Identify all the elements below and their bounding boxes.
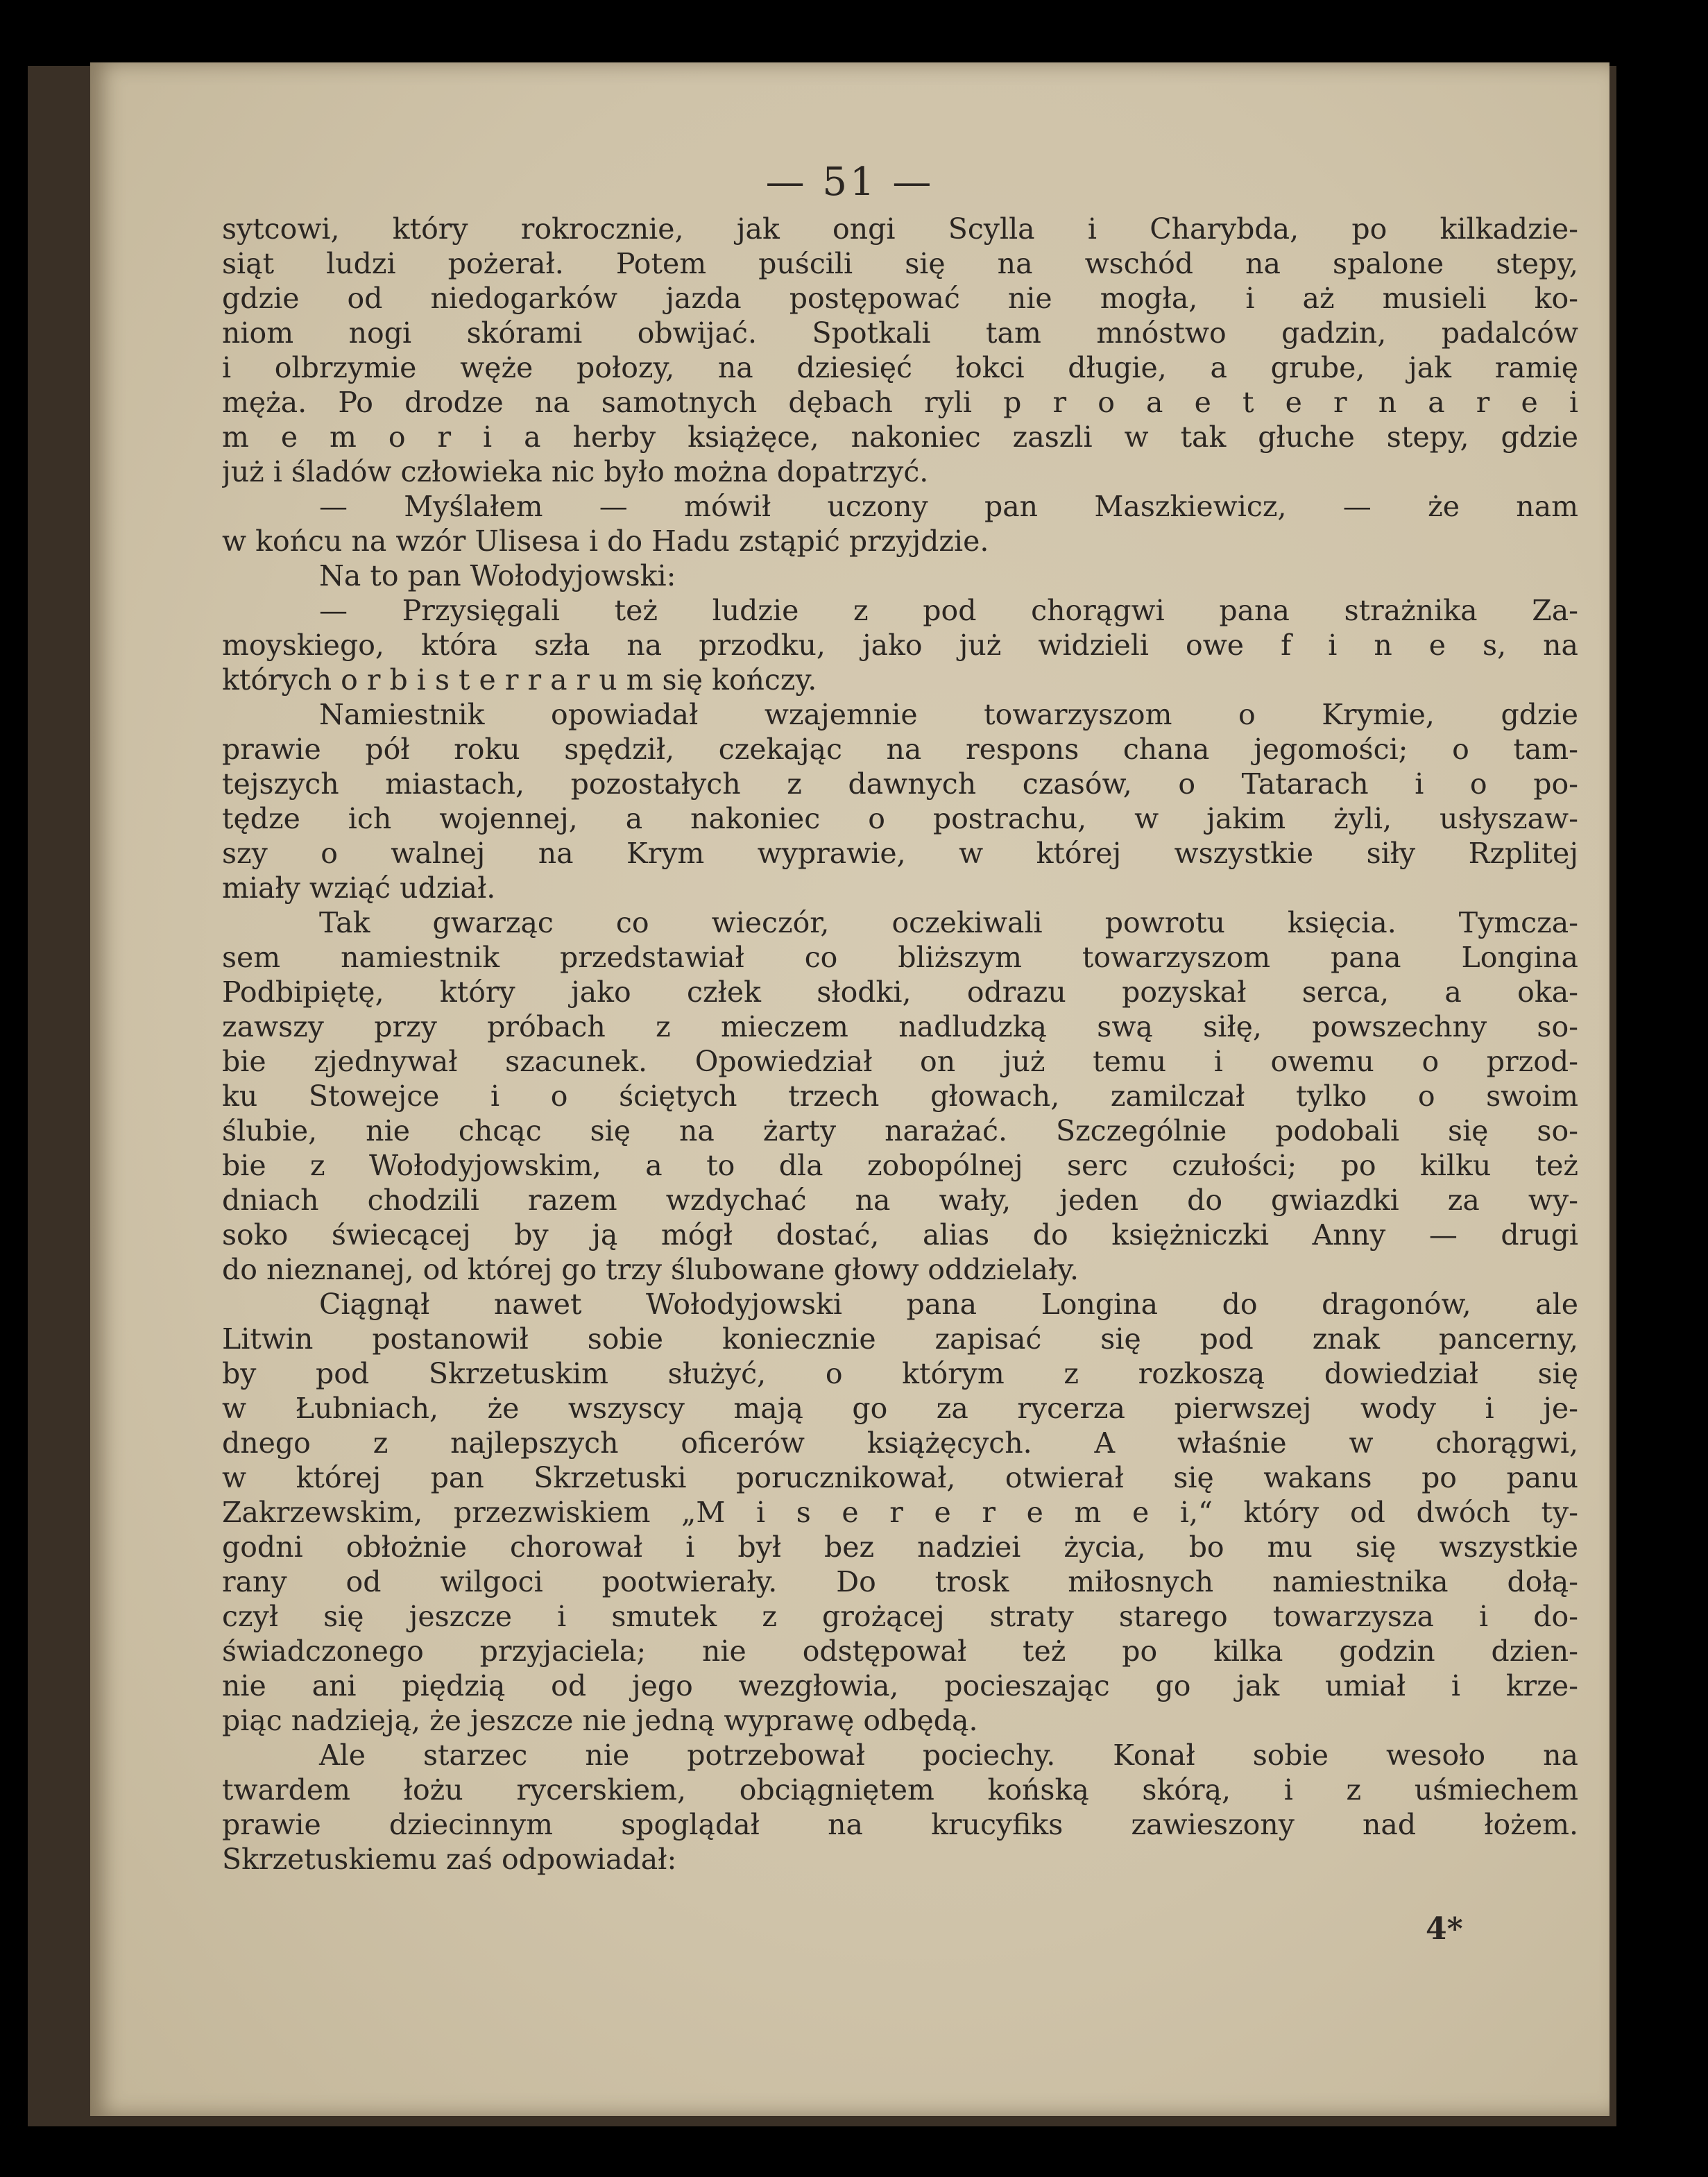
- text-line: czył się jeszcze i smutek z grożącej straty starego towarzysza i do-: [222, 1600, 1578, 1633]
- text-line: tejszych miastach, pozostałych z dawnych czasów, o Tatarach i o po-: [222, 767, 1578, 801]
- text-line: godni obłożnie chorował i był bez nadziei życia, bo mu się wszystkie: [222, 1530, 1578, 1564]
- text-line: niom nogi skórami obwijać. Spotkali tam mnóstwo gadzin, padalców: [222, 316, 1578, 350]
- text-line: gdzie od niedogarków jazda postępować nie mogła, i aż musieli ko-: [222, 282, 1578, 315]
- text-line: m e m o r i a herby książęce, nakoniec zaszli w tak głuche stepy, gdzie: [222, 420, 1578, 454]
- text-line: w Łubniach, że wszyscy mają go za rycerza pierwszej wody i je-: [222, 1392, 1578, 1425]
- text-line: zawszy przy próbach z mieczem nadludzką swą siłę, powszechny so-: [222, 1010, 1578, 1043]
- text-line: moyskiego, która szła na przodku, jako już widzieli owe f i n e s, na: [222, 629, 1578, 662]
- text-line: ku Stowejce i o ściętych trzech głowach, zamilczał tylko o swoim: [222, 1079, 1578, 1113]
- text-line: i olbrzymie węże połozy, na dziesięć łokci długie, a grube, jak ramię: [222, 351, 1578, 384]
- text-line: tędze ich wojennej, a nakoniec o postrachu, w jakim żyli, usłyszaw-: [222, 802, 1578, 835]
- text-line: Na to pan Wołodyjowski:: [319, 559, 676, 592]
- book-page: [90, 62, 1609, 2116]
- text-line: Litwin postanowił sobie koniecznie zapisać się pod znak pancerny,: [222, 1322, 1578, 1356]
- text-line: szy o walnej na Krym wyprawie, w której wszystkie siły Rzplitej: [222, 837, 1578, 870]
- text-line: prawie dziecinnym spoglądał na krucyfiks zawieszony nad łożem.: [222, 1808, 1578, 1841]
- text-line: w końcu na wzór Ulisesa i do Hadu zstąpić przyjdzie.: [222, 524, 989, 558]
- signature-mark: 4*: [1426, 1911, 1463, 1947]
- text-line: piąc nadzieją, że jeszcze nie jedną wyprawę odbędą.: [222, 1704, 978, 1737]
- text-line: — Myślałem — mówił uczony pan Maszkiewicz, — że nam: [319, 490, 1578, 523]
- body-text: [222, 212, 1578, 1877]
- text-line: by pod Skrzetuskim służyć, o którym z rozkoszą dowiedział się: [222, 1357, 1578, 1390]
- text-line: męża. Po drodze na samotnych dębach ryli p r o a e t e r n a r e i: [222, 386, 1578, 419]
- text-line: Ciągnął nawet Wołodyjowski pana Longina do dragonów, ale: [319, 1288, 1578, 1321]
- text-line: ślubie, nie chcąc się na żarty narażać. Szczególnie podobali się so-: [222, 1114, 1578, 1147]
- text-line: do nieznanej, od której go trzy ślubowane głowy oddzielały.: [222, 1253, 1079, 1286]
- text-line: Ale starzec nie potrzebował pociechy. Konał sobie wesoło na: [319, 1739, 1578, 1772]
- text-line: sem namiestnik przedstawiał co bliższym towarzyszom pana Longina: [222, 941, 1578, 974]
- text-line: — Przysięgali też ludzie z pod chorągwi pana strażnika Za-: [319, 594, 1578, 627]
- text-line: miały wziąć udział.: [222, 871, 496, 905]
- text-line: rany od wilgoci pootwierały. Do trosk miłosnych namiestnika dołą-: [222, 1565, 1578, 1598]
- text-line: Namiestnik opowiadał wzajemnie towarzyszom o Krymie, gdzie: [319, 698, 1578, 731]
- text-line: twardem łożu rycerskiem, obciągniętem końską skórą, i z uśmiechem: [222, 1773, 1578, 1807]
- text-line: świadczonego przyjaciela; nie odstępował też po kilka godzin dzien-: [222, 1634, 1578, 1668]
- text-line: siąt ludzi pożerał. Potem puścili się na wschód na spalone stepy,: [222, 247, 1578, 280]
- text-line: dniach chodzili razem wzdychać na wały, jeden do gwiazdki za wy-: [222, 1184, 1578, 1217]
- text-line: w której pan Skrzetuski porucznikował, otwierał się wakans po panu: [222, 1461, 1578, 1494]
- text-line: soko świecącej by ją mógł dostać, alias do księżniczki Anny — drugi: [222, 1218, 1578, 1252]
- text-line: bie zjednywał szacunek. Opowiedział on już temu i owemu o przod-: [222, 1045, 1578, 1078]
- text-line: dnego z najlepszych oficerów książęcych. A właśnie w chorągwi,: [222, 1426, 1578, 1460]
- text-line: już i śladów człowieka nic było można dopatrzyć.: [222, 455, 929, 488]
- page-number: — 51 —: [765, 160, 934, 205]
- text-line: bie z Wołodyjowskim, a to dla zobopólnej serc czułości; po kilku też: [222, 1149, 1578, 1182]
- text-line: Skrzetuskiemu zaś odpowiadał:: [222, 1843, 677, 1876]
- text-line: Tak gwarząc co wieczór, oczekiwali powrotu księcia. Tymcza-: [319, 906, 1578, 939]
- text-line: Podbipiętę, który jako człek słodki, odrazu pozyskał serca, a oka-: [222, 975, 1578, 1009]
- text-line: których o r b i s t e r r a r u m się kończy.: [222, 663, 817, 697]
- text-line: sytcowi, który rokrocznie, jak ongi Scylla i Charybda, po kilkadzie-: [222, 212, 1578, 246]
- text-line: nie ani piędzią od jego wezgłowia, pocieszając go jak umiał i krze-: [222, 1669, 1578, 1702]
- text-line: Zakrzewskim, przezwiskiem „M i s e r e r e m e i,“ który od dwóch ty-: [222, 1496, 1578, 1529]
- text-line: prawie pół roku spędził, czekając na respons chana jegomości; o tam-: [222, 733, 1578, 766]
